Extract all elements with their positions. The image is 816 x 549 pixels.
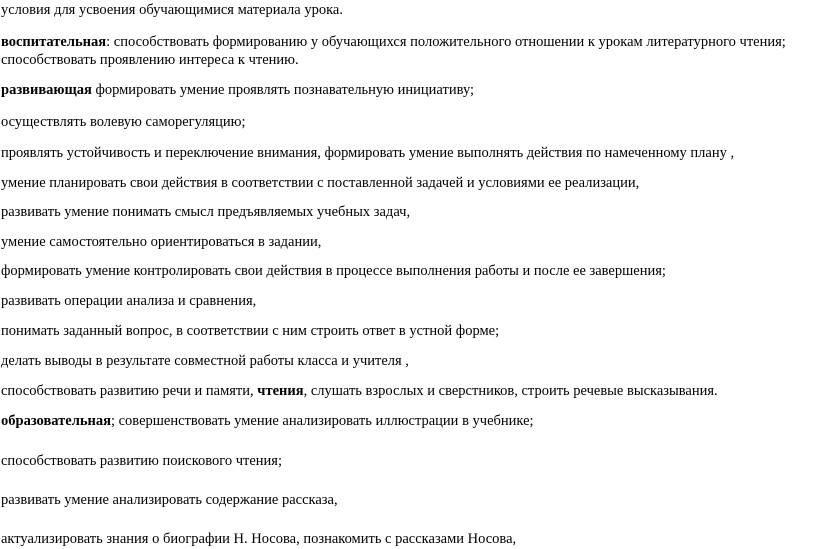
obraz-item-1: способствовать развитию поискового чтения; xyxy=(1,453,283,469)
razv-line xyxy=(1,81,474,99)
obraz-item-2: развивать умение анализировать содержание рассказа, xyxy=(1,492,338,508)
razv-item-9: делать выводы в результате совместной работы класса и учителя , xyxy=(1,353,409,369)
razv-item-1: осуществлять волевую саморегуляцию; xyxy=(1,114,246,130)
speech-line xyxy=(1,382,718,400)
razv-item-5: умение самостоятельно ориентироваться в задании, xyxy=(1,234,322,250)
obraz-item-3: актуализировать знания о биографии Н. Носова, познакомить с рассказами Носова, xyxy=(1,531,517,547)
razv-label: развивающая xyxy=(1,82,92,98)
razv-text: формировать умение проявлять познавательную инициативу; xyxy=(91,82,475,98)
vospit-line xyxy=(1,33,786,51)
speech-text-post: , слушать взрослых и сверстников, строить речевые высказывания. xyxy=(303,383,718,399)
razv-item-8: понимать заданный вопрос, в соответствии с ним строить ответ в устной форме; xyxy=(1,323,500,339)
obraz-text: ; совершенствовать умение анализировать иллюстрации в учебнике; xyxy=(110,413,534,429)
razv-item-7: развивать операции анализа и сравнения, xyxy=(1,293,257,309)
razv-item-4: развивать умение понимать смысл предъявляемых учебных задач, xyxy=(1,204,411,220)
razv-item-3: умение планировать свои действия в соответствии с поставленной задачей и условиями ее реализации, xyxy=(1,175,640,191)
razv-item-2: проявлять устойчивость и переключение внимания, формировать умение выполнять действия по намеченному плану , xyxy=(1,145,735,161)
vospit-label: воспитательная xyxy=(1,34,107,50)
obraz-label: образовательная xyxy=(1,413,111,429)
speech-text-pre: способствовать развитию речи и памяти, xyxy=(1,383,258,399)
vospit-line-cont: способствовать проявлению интереса к чтению. xyxy=(1,52,299,68)
intro-line: условия для усвоения обучающимися материала урока. xyxy=(1,2,343,18)
razv-item-6: формировать умение контролировать свои действия в процессе выполнения работы и после ее завершения; xyxy=(1,263,666,279)
vospit-text: : способствовать формированию у обучающихся положительного отношении к урокам литературного чтения; xyxy=(106,34,786,50)
obraz-line xyxy=(1,412,534,430)
speech-text-bold: чтения xyxy=(257,383,304,399)
